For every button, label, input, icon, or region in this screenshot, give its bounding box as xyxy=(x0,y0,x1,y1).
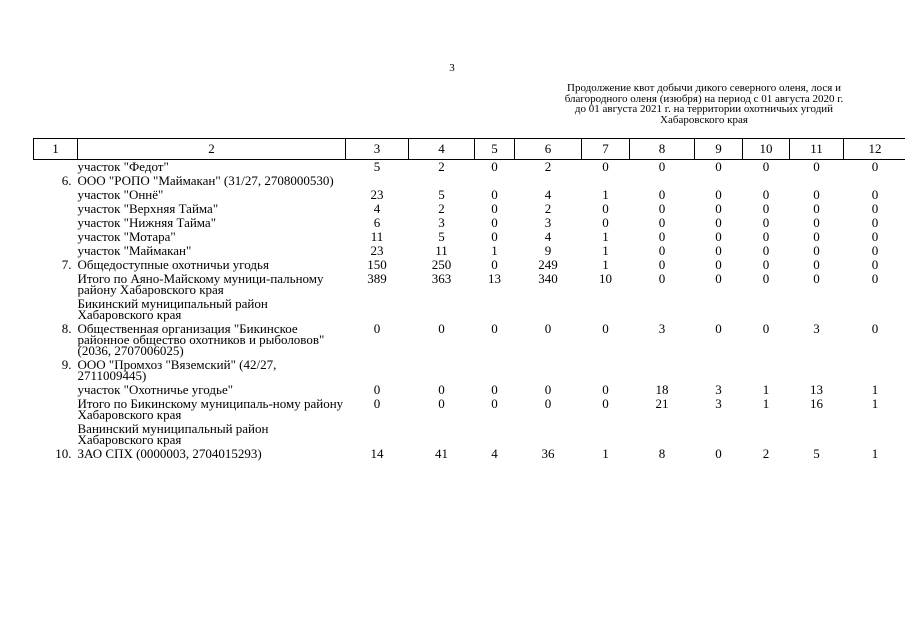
quota-value-col-6: 2 xyxy=(544,159,552,174)
quota-value-col-8: 0 xyxy=(658,187,666,202)
quota-value-col-5: 0 xyxy=(491,396,498,411)
quota-value-col-7: 0 xyxy=(602,201,609,216)
quota-value-col-12: 0 xyxy=(871,215,879,230)
row-name: Бикинский муниципальный район Хабаровского края xyxy=(77,296,268,322)
row-number: 8. xyxy=(61,321,72,336)
quota-value-col-8: 21 xyxy=(655,396,669,411)
table-row xyxy=(34,244,905,258)
column-header: 10 xyxy=(743,139,790,160)
quota-value-col-9: 0 xyxy=(715,187,722,202)
quota-value-col-3 xyxy=(346,174,409,188)
quota-value-col-9: 0 xyxy=(715,271,722,286)
quota-value-col-11: 16 xyxy=(810,396,823,411)
quota-value-col-11 xyxy=(790,174,844,188)
row-number: 10. xyxy=(55,446,72,461)
quota-value-col-9: 0 xyxy=(715,257,722,272)
page-number: 3 xyxy=(449,62,455,74)
quota-value-col-4: 2 xyxy=(438,201,445,216)
quota-value-col-9: 0 xyxy=(715,446,722,461)
table-row xyxy=(34,322,905,358)
quota-value-col-5: 0 xyxy=(491,215,498,230)
caption-line: Хабаровского края xyxy=(660,113,748,126)
quota-value-col-5: 1 xyxy=(491,243,498,258)
quota-value-col-5: 13 xyxy=(488,271,501,286)
quota-value-col-8: 8 xyxy=(658,446,666,461)
quota-value-col-11: 0 xyxy=(813,243,820,258)
quota-value-col-10 xyxy=(743,297,790,322)
quota-value-col-4: 41 xyxy=(435,446,448,461)
quota-value-col-9: 3 xyxy=(715,382,722,397)
column-header: 3 xyxy=(346,139,409,160)
quota-value-col-4 xyxy=(409,174,475,188)
quota-value-col-3: 23 xyxy=(370,187,384,202)
quota-value-col-6: 0 xyxy=(544,396,552,411)
quota-value-col-4 xyxy=(409,297,475,322)
row-number xyxy=(34,230,78,244)
quota-value-col-8: 0 xyxy=(658,229,666,244)
quota-value-col-11: 0 xyxy=(813,215,820,230)
quota-value-col-6: 2 xyxy=(544,201,552,216)
table-row xyxy=(34,160,905,175)
table-row xyxy=(34,447,905,461)
column-header: 1 xyxy=(34,139,78,160)
quota-value-col-7 xyxy=(582,358,630,383)
quota-value-col-5: 4 xyxy=(491,446,498,461)
quota-value-col-6: 0 xyxy=(544,382,552,397)
quota-value-col-11: 0 xyxy=(813,187,820,202)
quota-value-col-7 xyxy=(582,174,630,188)
quota-value-col-4: 3 xyxy=(438,215,445,230)
quota-value-col-4: 0 xyxy=(438,396,445,411)
row-name: участок "Мотара" xyxy=(77,229,176,244)
row-number xyxy=(34,272,78,297)
quota-value-col-10 xyxy=(743,422,790,447)
quota-value-col-7 xyxy=(582,422,630,447)
quota-value-col-6: 0 xyxy=(544,321,552,336)
quota-value-col-11: 3 xyxy=(813,321,820,336)
quota-value-col-6: 3 xyxy=(544,215,552,230)
quota-value-col-3: 4 xyxy=(373,201,381,216)
column-header: 12 xyxy=(844,139,905,160)
row-number xyxy=(34,383,78,397)
quota-value-col-3: 389 xyxy=(367,271,387,286)
row-number xyxy=(34,188,78,202)
quota-value-col-10: 0 xyxy=(762,321,770,336)
quota-value-col-11: 0 xyxy=(813,159,820,174)
table-continuation-caption xyxy=(520,83,888,125)
quota-value-col-5 xyxy=(475,174,515,188)
quota-value-col-6 xyxy=(515,358,582,383)
quota-value-col-5: 0 xyxy=(491,159,498,174)
table-row xyxy=(34,397,905,422)
column-header: 5 xyxy=(475,139,515,160)
quota-value-col-10: 2 xyxy=(762,446,770,461)
row-name: ЗАО СПХ (0000003, 2704015293) xyxy=(77,446,262,461)
quota-value-col-4: 11 xyxy=(435,243,448,258)
quota-value-col-5: 0 xyxy=(491,187,498,202)
quota-value-col-4: 5 xyxy=(438,229,445,244)
row-number xyxy=(34,202,78,216)
column-header: 11 xyxy=(790,139,844,160)
table-row xyxy=(34,230,905,244)
table-row xyxy=(34,383,905,397)
row-number: 7. xyxy=(61,257,72,272)
quota-value-col-9: 0 xyxy=(715,201,722,216)
table-row xyxy=(34,174,905,188)
quota-value-col-7: 0 xyxy=(602,159,609,174)
quota-value-col-12: 0 xyxy=(871,201,879,216)
quota-value-col-4: 363 xyxy=(431,271,452,286)
quota-value-col-8: 0 xyxy=(658,271,666,286)
quota-value-col-3: 5 xyxy=(373,159,381,174)
quota-value-col-4: 2 xyxy=(438,159,445,174)
quota-value-col-9 xyxy=(695,297,743,322)
quota-value-col-8: 0 xyxy=(658,201,666,216)
quota-value-col-3 xyxy=(346,422,409,447)
row-number xyxy=(34,297,78,322)
quota-value-col-3: 0 xyxy=(373,321,381,336)
quota-value-col-10: 1 xyxy=(762,396,770,411)
quota-value-col-7: 1 xyxy=(602,187,609,202)
quota-value-col-8: 18 xyxy=(655,382,669,397)
column-header: 8 xyxy=(630,139,695,160)
quota-value-col-8 xyxy=(630,422,695,447)
quota-value-col-10: 0 xyxy=(762,271,770,286)
quota-value-col-9 xyxy=(695,358,743,383)
quota-value-col-4: 250 xyxy=(431,257,452,272)
quota-value-col-4: 0 xyxy=(438,321,445,336)
row-number: 9. xyxy=(61,357,72,372)
quota-value-col-8: 0 xyxy=(658,215,666,230)
quota-value-col-12: 1 xyxy=(871,396,879,411)
row-name: участок "Охотничье угодье" xyxy=(77,382,234,397)
table-row xyxy=(34,422,905,447)
quota-value-col-8 xyxy=(630,174,695,188)
quota-value-col-10 xyxy=(743,358,790,383)
quota-value-col-3 xyxy=(346,358,409,383)
caption-line: Продолжение квот добычи дикого северного оленя, лося и xyxy=(567,82,841,94)
row-name: Итого по Бикинскому муниципаль-ному району Хабаровского края xyxy=(77,396,344,422)
column-header: 7 xyxy=(582,139,630,160)
quota-value-col-7: 0 xyxy=(602,396,609,411)
quota-value-col-7: 1 xyxy=(602,243,609,258)
quota-value-col-4: 0 xyxy=(438,382,445,397)
table-row xyxy=(34,297,905,322)
quota-value-col-8: 0 xyxy=(658,243,666,258)
quota-value-col-6 xyxy=(515,174,582,188)
quota-value-col-10: 1 xyxy=(762,382,770,397)
quota-value-col-4 xyxy=(409,358,475,383)
row-name: ООО "РОПО "Маймакан" (31/27, 2708000530) xyxy=(77,173,334,188)
quota-value-col-3 xyxy=(346,297,409,322)
table-row xyxy=(34,358,905,383)
quota-value-col-11: 0 xyxy=(813,201,820,216)
quota-value-col-12 xyxy=(844,422,905,447)
caption-line: благородного оленя (изюбря) на период с 01 августа 2020 г. xyxy=(564,92,844,105)
quota-value-col-3: 0 xyxy=(373,382,381,397)
quota-value-col-5 xyxy=(475,358,515,383)
quota-value-col-9 xyxy=(695,174,743,188)
quota-value-col-7: 0 xyxy=(602,382,609,397)
row-name: Общественная организация "Бикинское районное общество охотников и рыболовов"(2036, 2707006025) xyxy=(77,321,325,358)
quota-value-col-12 xyxy=(844,358,905,383)
quota-value-col-7 xyxy=(582,297,630,322)
table-body xyxy=(34,160,905,462)
quota-value-col-12 xyxy=(844,297,905,322)
quota-value-col-12: 1 xyxy=(871,382,879,397)
row-name: участок "Оннё" xyxy=(77,187,164,202)
column-header: 6 xyxy=(515,139,582,160)
quota-value-col-10: 0 xyxy=(762,215,770,230)
quota-table xyxy=(33,138,905,461)
quota-value-col-10: 0 xyxy=(762,229,770,244)
quota-value-col-12: 0 xyxy=(871,243,879,258)
quota-value-col-9: 0 xyxy=(715,215,722,230)
quota-value-col-6 xyxy=(515,297,582,322)
row-name: ООО "Промхоз "Вяземский" (42/27, 2711009445) xyxy=(77,357,277,383)
quota-value-col-11: 0 xyxy=(813,271,820,286)
quota-value-col-9: 3 xyxy=(715,396,722,411)
quota-value-col-7: 1 xyxy=(602,229,609,244)
quota-value-col-12: 1 xyxy=(871,446,879,461)
quota-value-col-7: 1 xyxy=(602,446,609,461)
table-row xyxy=(34,272,905,297)
quota-value-col-7: 10 xyxy=(599,271,612,286)
row-name: Итого по Аяно-Майскому муници-пальному району Хабаровского края xyxy=(77,271,324,297)
quota-value-col-4 xyxy=(409,422,475,447)
quota-value-col-10: 0 xyxy=(762,187,770,202)
column-header: 9 xyxy=(695,139,743,160)
quota-value-col-7: 0 xyxy=(602,215,609,230)
quota-value-col-8: 0 xyxy=(658,159,666,174)
quota-value-col-10 xyxy=(743,174,790,188)
quota-value-col-12: 0 xyxy=(871,229,879,244)
quota-value-col-6: 4 xyxy=(544,187,552,202)
row-name: участок "Федот" xyxy=(77,159,169,174)
row-name: участок "Верхняя Тайма" xyxy=(77,201,219,216)
quota-value-col-6: 9 xyxy=(544,243,552,258)
quota-value-col-5 xyxy=(475,422,515,447)
table-row xyxy=(34,258,905,272)
quota-value-col-12: 0 xyxy=(871,321,879,336)
quota-value-col-3: 11 xyxy=(370,229,384,244)
quota-value-col-5: 0 xyxy=(491,257,498,272)
quota-value-col-6 xyxy=(515,422,582,447)
quota-value-col-6: 4 xyxy=(544,229,552,244)
quota-value-col-12: 0 xyxy=(871,257,879,272)
quota-value-col-7: 1 xyxy=(602,257,609,272)
quota-value-col-5: 0 xyxy=(491,229,498,244)
quota-value-col-8 xyxy=(630,358,695,383)
quota-value-col-3: 6 xyxy=(373,215,381,230)
quota-value-col-6: 249 xyxy=(538,257,558,272)
quota-value-col-8 xyxy=(630,297,695,322)
quota-value-col-3: 150 xyxy=(367,257,387,272)
row-name: Ванинский муниципальный район Хабаровского края xyxy=(77,421,269,447)
column-header: 4 xyxy=(409,139,475,160)
quota-value-col-10: 0 xyxy=(762,243,770,258)
table-row xyxy=(34,216,905,230)
quota-value-col-9: 0 xyxy=(715,243,722,258)
quota-value-col-9: 0 xyxy=(715,159,722,174)
quota-value-col-5: 0 xyxy=(491,382,498,397)
quota-value-col-8: 0 xyxy=(658,257,666,272)
row-number: 6. xyxy=(61,173,72,188)
column-number-row xyxy=(34,139,905,160)
table-row xyxy=(34,202,905,216)
row-number xyxy=(34,160,78,175)
quota-value-col-7: 0 xyxy=(602,321,609,336)
row-name: участок "Маймакан" xyxy=(77,243,192,258)
quota-value-col-6: 36 xyxy=(541,446,555,461)
quota-value-col-5: 0 xyxy=(491,321,498,336)
row-name: Общедоступные охотничьи угодья xyxy=(77,257,269,272)
row-number xyxy=(34,422,78,447)
quota-value-col-4: 5 xyxy=(438,187,445,202)
quota-value-col-6: 340 xyxy=(538,271,558,286)
quota-value-col-11: 0 xyxy=(813,257,820,272)
column-header: 2 xyxy=(78,139,346,160)
quota-value-col-11: 13 xyxy=(810,382,823,397)
quota-value-col-3: 23 xyxy=(370,243,384,258)
quota-value-col-9: 0 xyxy=(715,321,722,336)
quota-value-col-8: 3 xyxy=(658,321,666,336)
table-row xyxy=(34,188,905,202)
quota-value-col-10: 0 xyxy=(762,257,770,272)
quota-value-col-12 xyxy=(844,174,905,188)
caption-line: до 01 августа 2021 г. на территории охотничьих угодий xyxy=(574,103,834,115)
row-number xyxy=(34,244,78,258)
row-number xyxy=(34,216,78,230)
quota-value-col-11: 5 xyxy=(813,446,820,461)
quota-value-col-11: 0 xyxy=(813,229,820,244)
quota-value-col-11 xyxy=(790,297,844,322)
quota-value-col-12: 0 xyxy=(871,271,879,286)
quota-value-col-10: 0 xyxy=(762,201,770,216)
quota-value-col-5: 0 xyxy=(491,201,498,216)
quota-value-col-3: 0 xyxy=(373,396,381,411)
quota-value-col-12: 0 xyxy=(871,187,879,202)
quota-value-col-11 xyxy=(790,358,844,383)
quota-value-col-3: 14 xyxy=(370,446,384,461)
quota-value-col-10: 0 xyxy=(762,159,770,174)
quota-value-col-11 xyxy=(790,422,844,447)
row-name: участок "Нижняя Тайма" xyxy=(77,215,217,230)
quota-value-col-9: 0 xyxy=(715,229,722,244)
quota-value-col-5 xyxy=(475,297,515,322)
quota-value-col-12: 0 xyxy=(871,159,879,174)
row-number xyxy=(34,397,78,422)
quota-value-col-9 xyxy=(695,422,743,447)
